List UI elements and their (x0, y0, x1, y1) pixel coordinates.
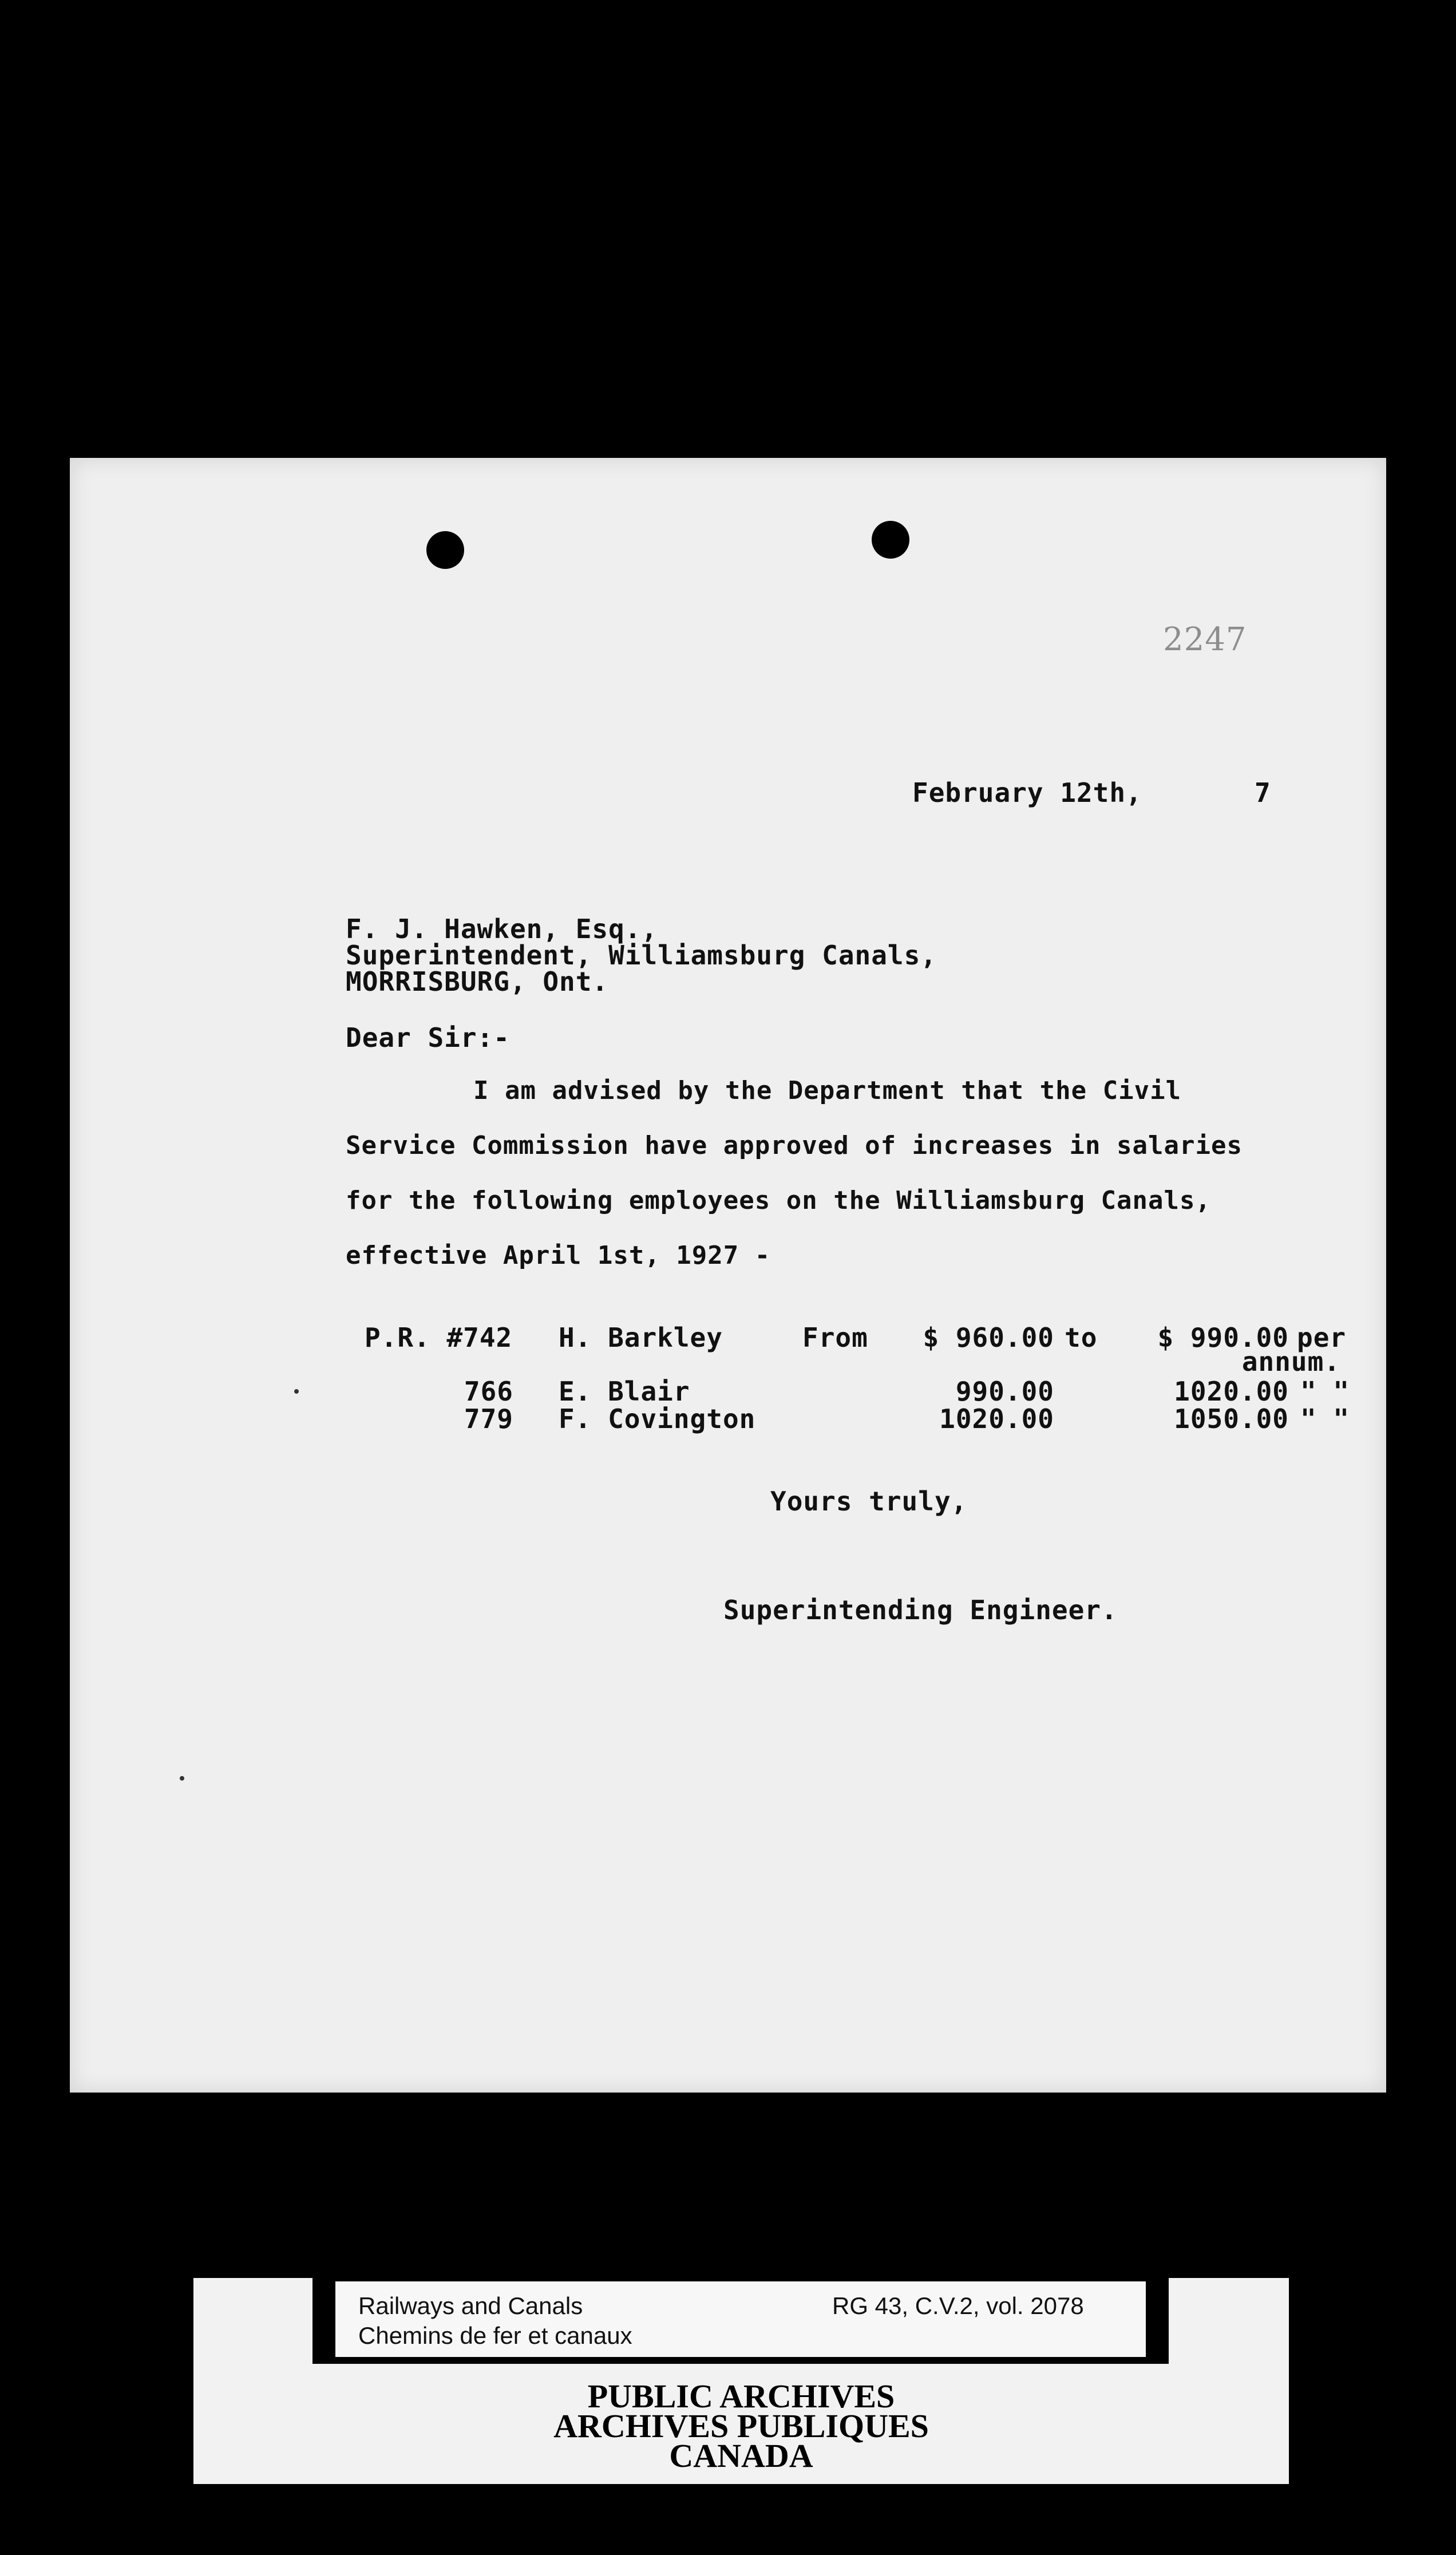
pencil-file-number: 2247 (1163, 621, 1247, 658)
employee-name: E. Blair (559, 1376, 690, 1407)
to-salary: 1020.00 (1174, 1376, 1289, 1407)
archive-stamp (193, 2278, 1289, 2484)
employee-name: F. Covington (559, 1403, 756, 1434)
from-label: From (802, 1322, 868, 1353)
recipient-location: MORRISBURG, Ont. (346, 966, 609, 997)
salutation: Dear Sir:- (346, 1022, 510, 1053)
per-annum-continuation: annum. (1241, 1346, 1340, 1377)
letter-page (70, 458, 1386, 2093)
body-line: Service Commission have approved of increases in salaries (346, 1131, 1243, 1160)
to-label: to (1065, 1322, 1098, 1353)
rate-suffix: " " (1300, 1376, 1350, 1407)
letter-date: February 12th, (912, 777, 1142, 808)
fonds-english: Railways and Canals (358, 2292, 583, 2319)
institution-line: CANADA (669, 2437, 813, 2474)
to-salary: 1050.00 (1174, 1403, 1289, 1434)
pr-number: 779 (464, 1403, 513, 1434)
from-salary: 990.00 (955, 1376, 1054, 1407)
stamp-label (335, 2281, 1146, 2357)
from-salary: $ 960.00 (923, 1322, 1054, 1353)
recipient-name: F. J. Hawken, Esq., (346, 913, 658, 944)
institution-line: PUBLIC ARCHIVES (587, 2378, 895, 2415)
closing: Yours truly, (770, 1486, 968, 1517)
letter-date-year: 7 (1255, 777, 1271, 808)
punch-hole-right (872, 521, 909, 559)
rate-suffix: per (1297, 1322, 1347, 1353)
punch-hole-left (426, 531, 464, 569)
body-line: I am advised by the Department that the Civil (473, 1076, 1182, 1105)
employee-name: H. Barkley (559, 1322, 723, 1353)
paper-speck (294, 1389, 299, 1394)
recipient-title: Superintendent, Williamsburg Canals, (346, 940, 937, 971)
body-line: effective April 1st, 1927 - (346, 1241, 771, 1270)
pr-number: 766 (464, 1376, 513, 1407)
signature-title: Superintending Engineer. (723, 1595, 1118, 1625)
to-salary: $ 990.00 (1157, 1322, 1289, 1353)
paper-speck (180, 1776, 184, 1781)
fonds-french: Chemins de fer et canaux (358, 2322, 632, 2349)
from-salary: 1020.00 (939, 1403, 1054, 1434)
pr-number: P.R. #742 (365, 1322, 513, 1353)
institution-line: ARCHIVES PUBLIQUES (553, 2407, 929, 2445)
body-line: for the following employees on the Williamsburg Canals, (346, 1186, 1211, 1215)
rate-suffix: " " (1300, 1403, 1350, 1434)
archive-reference: RG 43, C.V.2, vol. 2078 (832, 2292, 1084, 2319)
